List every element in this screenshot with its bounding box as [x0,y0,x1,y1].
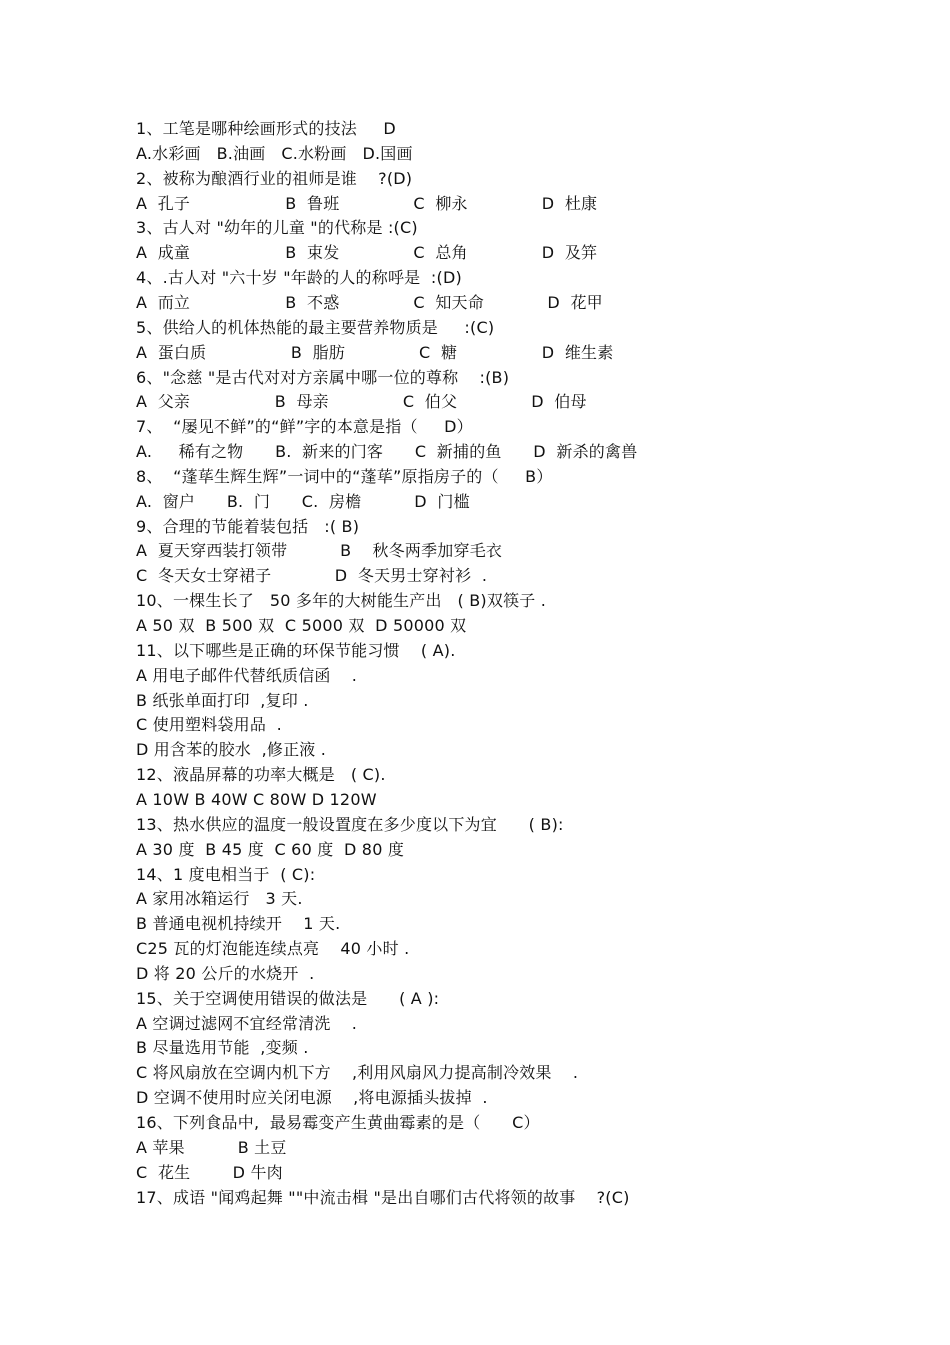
text-line: 11、以下哪些是正确的环保节能习惯 ( A). [136,641,456,660]
text-line: A 空调过滤网不宜经常清洗 . [136,1014,358,1033]
text-line: A 而立 B 不惑 C 知天命 D 花甲 [136,293,603,312]
text-line: 9、合理的节能着装包括 :( B) [136,517,360,536]
text-line: A 用电子邮件代替纸质信函 . [136,666,358,685]
text-line: C 将风扇放在空调内机下方 ,利用风扇风力提高制冷效果 . [136,1063,579,1082]
text-line: C 花生 D 牛肉 [136,1163,283,1182]
text-line: D 空调不使用时应关闭电源 ,将电源插头拔掉 . [136,1088,488,1107]
text-line: A 10W B 40W C 80W D 120W [136,790,377,809]
text-line: 5、供给人的机体热能的最主要营养物质是 :(C) [136,318,495,337]
text-line: 14、1 度电相当于 ( C): [136,865,316,884]
text-line: A. 稀有之物 B. 新来的门客 C 新捕的鱼 D 新杀的禽兽 [136,442,638,461]
text-line: B 纸张单面打印 ,复印 . [136,691,309,710]
text-line: C25 瓦的灯泡能连续点亮 40 小时 . [136,939,410,958]
text-line: 7、 “屡见不鲜”的“鲜”字的本意是指（ D） [136,417,473,436]
text-line: A 蛋白质 B 脂肪 C 糖 D 维生素 [136,343,614,362]
text-line: 15、关于空调使用错误的做法是 ( A ): [136,989,440,1008]
text-line: 3、古人对 "幼年的儿童 "的代称是 :(C) [136,218,418,237]
text-line: A 父亲 B 母亲 C 伯父 D 伯母 [136,392,587,411]
text-line: 12、液晶屏幕的功率大概是 ( C). [136,765,386,784]
text-line: A 成童 B 束发 C 总角 D 及笄 [136,243,598,262]
text-line: A 夏天穿西装打领带 B 秋冬两季加穿毛衣 [136,541,503,560]
text-line: 1、工笔是哪种绘画形式的技法 D [136,119,396,138]
text-line: 8、 “蓬荜生辉生辉”一词中的“蓬荜”原指房子的（ B） [136,467,553,486]
text-line: 4、.古人对 "六十岁 "年龄的人的称呼是 :(D) [136,268,462,287]
text-line: A. 窗户 B. 门 C. 房檐 D 门槛 [136,492,470,511]
text-line: A 家用冰箱运行 3 天. [136,889,303,908]
text-line: A 30 度 B 45 度 C 60 度 D 80 度 [136,840,405,859]
text-line: 17、成语 "闻鸡起舞 ""中流击楫 "是出自哪们古代将领的故事 ?(C) [136,1188,630,1207]
text-line: D 用含苯的胶水 ,修正液 . [136,740,327,759]
text-line: 6、"念慈 "是古代对对方亲属中哪一位的尊称 :(B) [136,368,510,387]
text-line: A 50 双 B 500 双 C 5000 双 D 50000 双 [136,616,467,635]
text-line: C 使用塑料袋用品 . [136,715,282,734]
text-line: 16、下列食品中, 最易霉变产生黄曲霉素的是（ C） [136,1113,540,1132]
text-line: 13、热水供应的温度一般设置度在多少度以下为宜 ( B): [136,815,564,834]
text-line: A.水彩画 B.油画 C.水粉画 D.国画 [136,144,413,163]
text-line: A 苹果 B 土豆 [136,1138,287,1157]
text-line: A 孔子 B 鲁班 C 柳永 D 杜康 [136,194,598,213]
text-line: B 普通电视机持续开 1 天. [136,914,341,933]
text-line: 2、被称为酿酒行业的祖师是谁 ?(D) [136,169,413,188]
text-line: 10、一棵生长了 50 多年的大树能生产出 ( B)双筷子 . [136,591,547,610]
text-line: B 尽量选用节能 ,变频 . [136,1038,309,1057]
text-line: C 冬天女士穿裙子 D 冬天男士穿衬衫 . [136,566,488,585]
text-line: D 将 20 公斤的水烧开 . [136,964,315,983]
